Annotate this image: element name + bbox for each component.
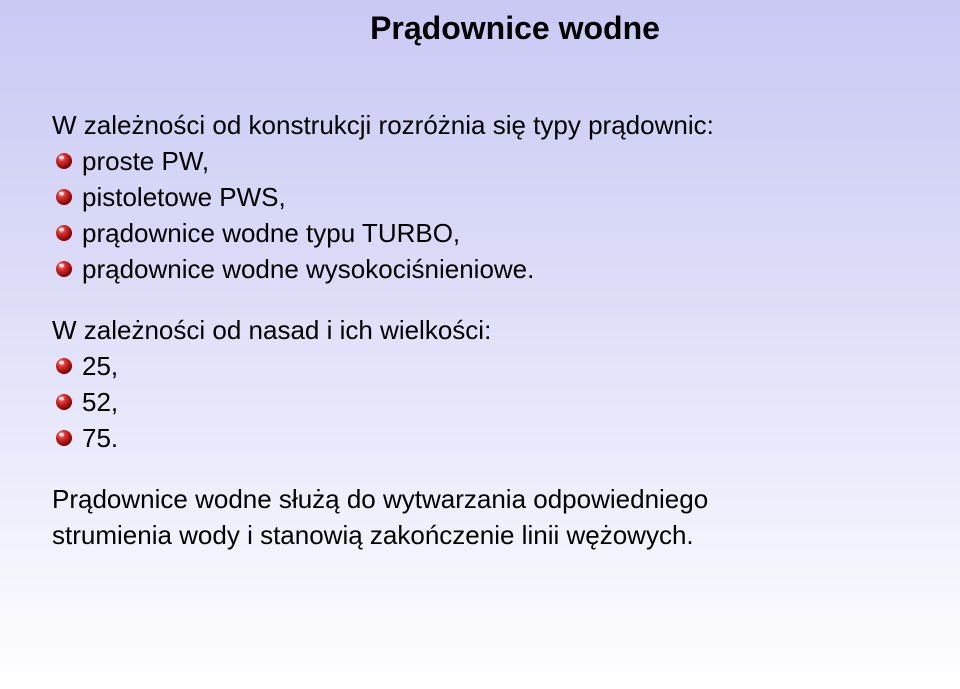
list-item-text: pistoletowe PWS, (82, 182, 286, 212)
section-spacer (52, 287, 932, 312)
red-ball-bullet-icon (55, 152, 73, 170)
list-item (52, 143, 932, 179)
list-item-text: proste PW, (82, 146, 210, 176)
slide-content (52, 107, 932, 553)
list-item (52, 215, 932, 251)
list-item (52, 348, 932, 384)
red-ball-bullet-icon (55, 188, 73, 206)
red-ball-bullet-icon (55, 393, 73, 411)
list-item-text: 75. (82, 423, 119, 453)
list-item-text: prądownice wodne wysokociśnieniowe. (82, 254, 535, 284)
construction-types-list (52, 143, 932, 287)
red-ball-bullet-icon (55, 224, 73, 242)
list-item-text: 52, (82, 387, 119, 417)
list-item (52, 251, 932, 287)
section-spacer (52, 456, 932, 481)
summary-line-2: strumienia wody i stanowią zakończenie linii wężowych. (52, 520, 694, 550)
list-item (52, 420, 932, 456)
list-item-text: 25, (82, 351, 119, 381)
slide-title: Prądownice wodne (370, 10, 660, 46)
list-item (52, 384, 932, 420)
red-ball-bullet-icon (55, 357, 73, 375)
list-item-text: prądownice wodne typu TURBO, (82, 218, 461, 248)
summary-line-1: Prądownice wodne służą do wytwarzania odpowiedniego (52, 484, 709, 514)
section-2-intro: W zależności od nasad i ich wielkości: (52, 315, 492, 345)
list-item (52, 179, 932, 215)
coupling-sizes-list (52, 348, 932, 456)
red-ball-bullet-icon (55, 260, 73, 278)
red-ball-bullet-icon (55, 429, 73, 447)
section-1-intro: W zależności od konstrukcji rozróżnia się typy prądownic: (52, 110, 714, 140)
summary-paragraph (52, 481, 932, 553)
